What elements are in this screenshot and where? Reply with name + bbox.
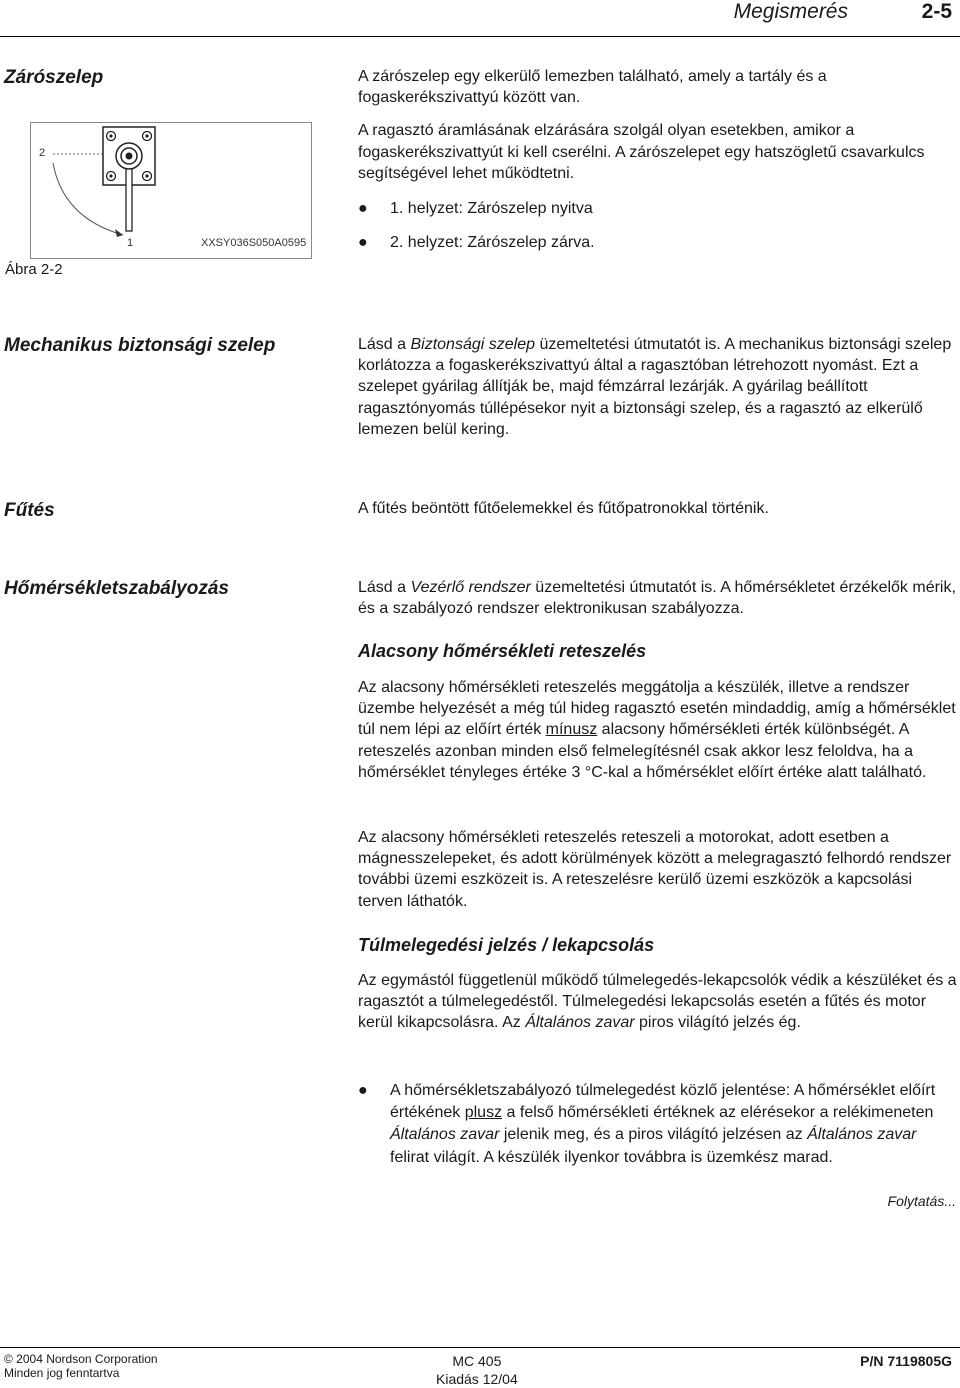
paragraph: Lásd a Vezérlő rendszer üzemeltetési útmutatót is. A hőmérsékletet érzékelők mérik, és a szabályozó rendszer elektronikusan szabályozza. bbox=[358, 579, 956, 618]
paragraph: A fűtés beöntött fűtőelemekkel és fűtőpatronokkal történik. bbox=[358, 500, 769, 517]
section-title-mechanikus: Mechanikus biztonsági szelep bbox=[4, 335, 276, 356]
bullet-icon: ● bbox=[358, 200, 368, 217]
paragraph: Az egymástól függetlenül működő túlmelegedés-lekapcsolók védik a készüléket és a ragasztót a túlmelegedéstől. Túlmelegedési lekapcsolás esetén a fűtés és motor kerül kikapcsolásra. Az Általános zavar piros világító jelzés ég. bbox=[358, 972, 957, 1032]
list-item bbox=[358, 1080, 958, 1169]
paragraph: Lásd a Biztonsági szelep üzemeltetési útmutatót is. A mechanikus biztonsági szelep korlátozza a fogaskerékszivattyú által a ragasztóban létrehozott nyomást. Ezt a szelepet gyárilag állítják be, majd fémzárral lezárják. A gyárilag beállított ragasztónyomás túllépésekor nyit a biztonsági szelep, és a ragasztó az elkerülő lemezen belül kering. bbox=[358, 336, 952, 438]
valve-figure bbox=[30, 122, 312, 259]
homerseklet-text bbox=[358, 577, 958, 619]
bullet-icon: ● bbox=[358, 234, 368, 251]
header-divider bbox=[0, 36, 960, 37]
zaroszelep-text bbox=[358, 66, 958, 184]
futes-text bbox=[358, 498, 958, 519]
list-item: ● 1. helyzet: Zárószelep nyitva bbox=[358, 198, 958, 220]
continue-label: Folytatás... bbox=[887, 1193, 956, 1209]
footer-manual: MC 405 Kiadás 12/04 bbox=[436, 1353, 518, 1387]
page-number: 2-5 bbox=[921, 0, 952, 23]
paragraph: Az alacsony hőmérsékleti reteszelés meggátolja a készülék, illetve a rendszer üzembe helyezését a még túl hideg ragasztó esetén mindaddig, amíg a hőmérséklet túl nem lépi az előírt érték mínusz alacsony hőmérsékleti érték különbségét. A reteszelés azonban minden első felmelegítésnél csak akkor lesz feloldva, ha a hőmérséklet tényleges értéke 3 °C-kal a hőmérséklet előírt értéke alatt található. bbox=[358, 679, 956, 781]
bullet-text: A hőmérsékletszabályozó túlmelegedést közlő jelentése: A hőmérséklet előírt értékének plusz a felső hőmérsékleti értéknek az elérésekor a relékimeneten Általános zavar jelenik meg, és a piros világító jelzésen az Általános zavar felirat világít. A készülék ilyenkor továbbra is üzemkész marad. bbox=[390, 1082, 936, 1166]
section-title-homerseklet: Hőmérsékletszabályozás bbox=[4, 578, 229, 599]
bullet-icon: ● bbox=[358, 1082, 368, 1099]
list-item: ● 2. helyzet: Zárószelep zárva. bbox=[358, 232, 958, 254]
alacsony-text-2 bbox=[358, 827, 958, 912]
figure-caption: Ábra 2-2 bbox=[5, 261, 63, 278]
footer-copyright: © 2004 Nordson Corporation Minden jog fenntartva bbox=[4, 1352, 158, 1380]
alacsony-text bbox=[358, 677, 958, 783]
paragraph: A zárószelep egy elkerülő lemezben található, amely a tartály és a fogaskerékszivattyú között van. bbox=[358, 68, 827, 107]
section-title-futes: Fűtés bbox=[4, 500, 55, 521]
figure-label-2: 2 bbox=[39, 147, 46, 159]
figure-code: XXSY036S050A0595 bbox=[201, 237, 307, 249]
footer-divider bbox=[0, 1347, 960, 1348]
figure-label-1: 1 bbox=[127, 237, 134, 249]
tulmelegedes-text bbox=[358, 970, 958, 1034]
paragraph: Az alacsony hőmérsékleti reteszelés reteszeli a motorokat, adott esetben a mágnesszelepeket, és adott körülmények között a melegragasztó felhordó rendszer további üzemi eszközeit is. A reteszelésre kerülő üzemi eszközök a kapcsolási terven láthatók. bbox=[358, 829, 952, 910]
section-title-zaroszelep: Zárószelep bbox=[4, 67, 104, 88]
subsection-title-alacsony: Alacsony hőmérsékleti reteszelés bbox=[358, 641, 647, 661]
subsection-title-tulmelegedes: Túlmelegedési jelzés / lekapcsolás bbox=[358, 935, 655, 955]
paragraph: A ragasztó áramlásának elzárására szolgál olyan esetekben, amikor a fogaskerékszivattyút ki kell cserélni. A zárószelepet egy hatszögletű csavarkulcs segítségével lehet működtetni. bbox=[358, 122, 925, 182]
header-title: Megismerés bbox=[733, 0, 848, 23]
mechanikus-text bbox=[358, 334, 958, 440]
footer-part-number: P/N 7119805G bbox=[860, 1353, 952, 1369]
